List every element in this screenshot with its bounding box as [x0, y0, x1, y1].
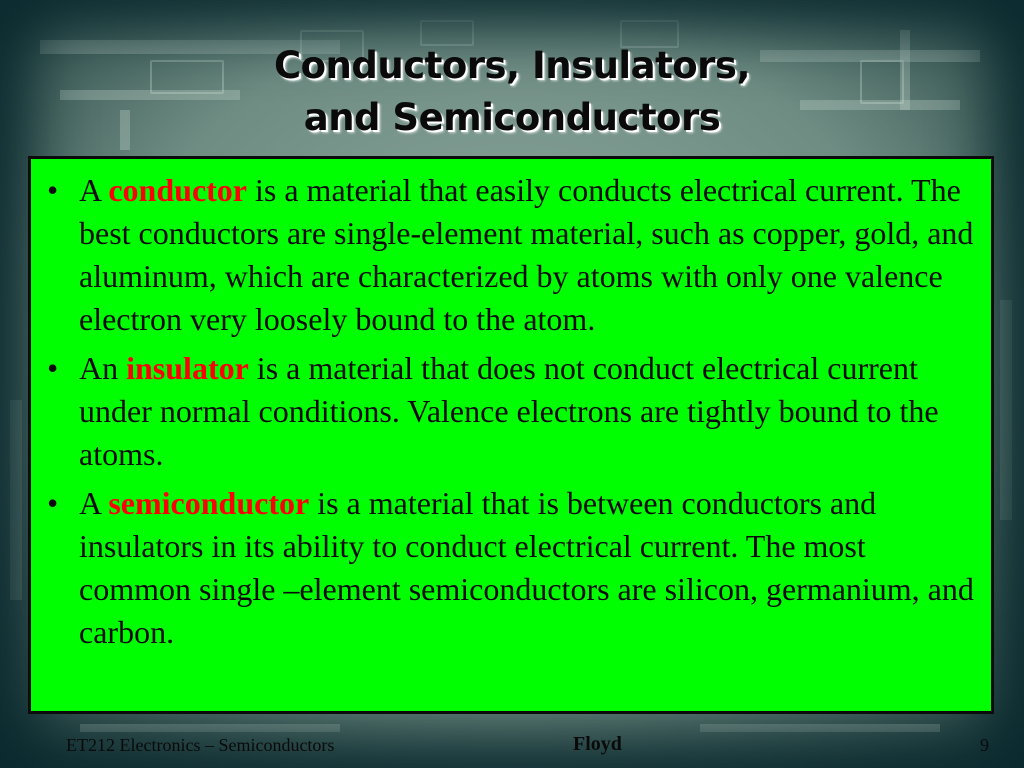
footer-course: ET212 Electronics – Semiconductors: [66, 735, 335, 755]
bullet-list: [31, 159, 991, 654]
bullet-prefix: A: [79, 172, 109, 208]
bullet-icon: •: [47, 350, 59, 386]
bullet-text: is a material that is between conductors and insulators in its ability to conduct electrical current. The most common single –element semiconductors are silicon, germanium, and carbon.: [79, 485, 974, 650]
term-insulator: insulator: [126, 350, 249, 386]
slide-title: [0, 40, 1024, 144]
bullet-prefix: An: [79, 350, 127, 386]
title-line-2: and Semiconductors: [303, 96, 721, 139]
bullet-semiconductor: [43, 482, 977, 654]
footer-page-number: 9: [980, 735, 989, 755]
bullet-icon: •: [47, 485, 59, 521]
title-line-1: Conductors, Insulators,: [273, 44, 751, 87]
bullet-text: is a material that easily conducts electrical current. The best conductors are single-element material, such as copper, gold, and aluminum, which are characterized by atoms with only one valence electron very loosely bound to the atom.: [79, 172, 974, 337]
bullet-conductor: [43, 169, 977, 341]
bullet-text: is a material that does not conduct electrical current under normal conditions. Valence electrons are tightly bound to the atoms.: [79, 350, 939, 472]
term-conductor: conductor: [108, 172, 247, 208]
footer-author: Floyd: [573, 733, 622, 755]
term-semiconductor: semiconductor: [108, 485, 310, 521]
bullet-insulator: [43, 347, 977, 476]
bullet-icon: •: [47, 172, 59, 208]
bullet-prefix: A: [79, 485, 109, 521]
content-box: [28, 156, 994, 714]
